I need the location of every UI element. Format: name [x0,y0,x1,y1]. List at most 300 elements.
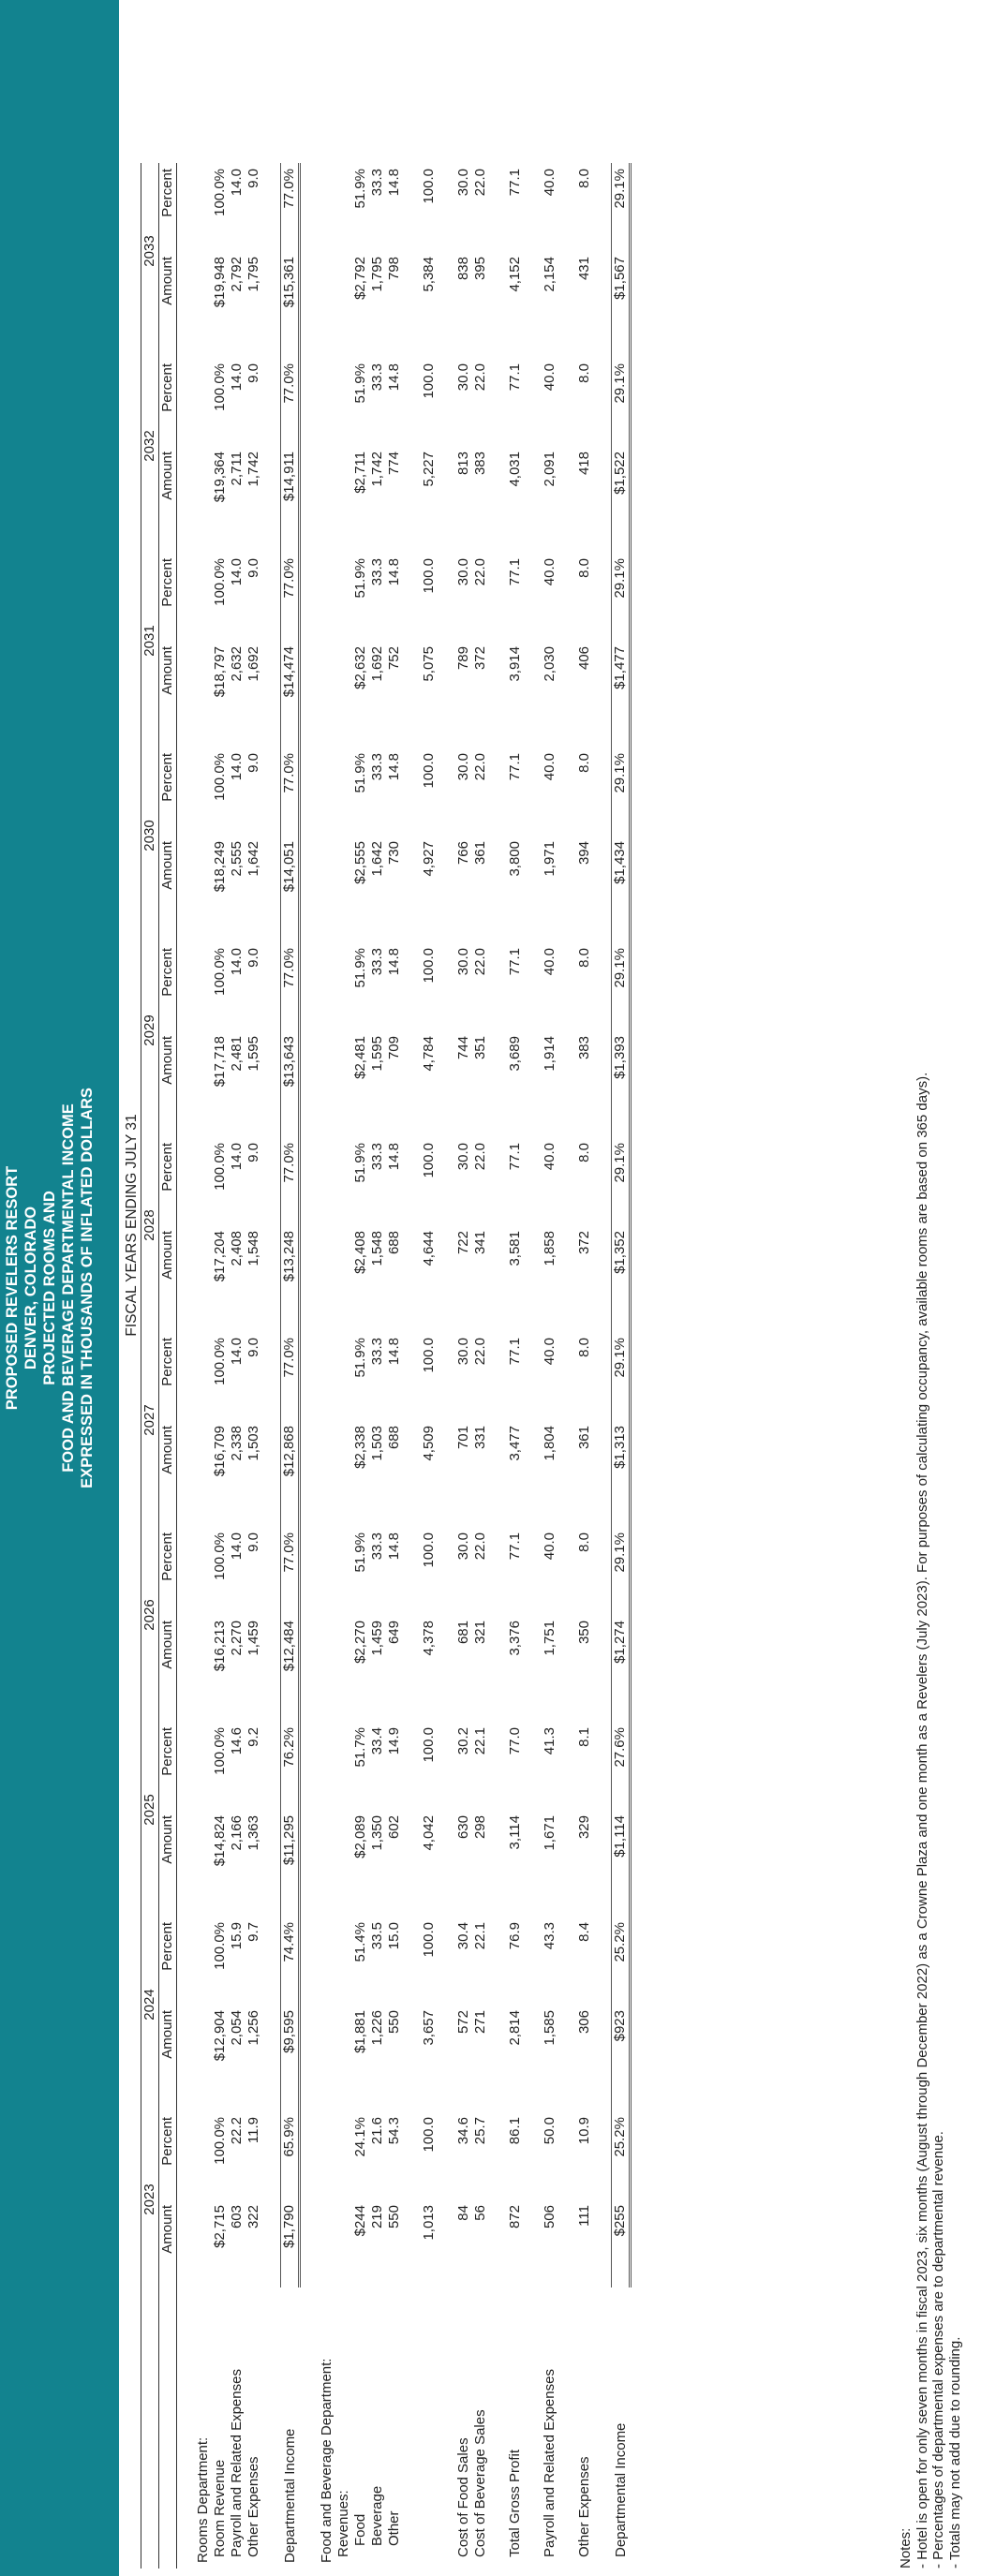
row-label: Total Gross Profit [507,2449,523,2557]
cell-gap [421,1508,438,1527]
cell-gap [421,339,438,358]
percent-cell: 14.0 [229,948,245,976]
row-label: Cost of Beverage Sales [472,2409,488,2557]
percent-cell: 30.2 [455,1727,471,1755]
amount-cell: 372 [472,646,488,671]
header-gap [159,2093,177,2111]
amount-cell: 322 [245,2205,261,2229]
cell-gap [507,1703,524,1722]
note-item: - Hotel is open for only seven months in fiscal 2023, six months (August through December 2022) as a Crowne Plaza and one month as a Revelers (July 2023). For purposes of calculating occupancy, available rooms are based on 365 days). [914,1072,930,2569]
percent-cell: 100.0 [421,363,437,399]
amount-cell: $15,361 [281,251,300,339]
percent-cell: 100.0% [212,2117,228,2165]
amount-cell: 406 [576,646,592,671]
cell-gap [229,339,245,358]
percent-cell: 100.0% [212,1922,228,1970]
amount-cell: $16,213 [212,1621,228,1672]
amount-cell: 3,114 [507,1815,523,1850]
spacer-cell [438,163,455,2569]
percent-cell: 77.1 [507,1143,523,1171]
percent-cell: 40.0 [542,558,557,586]
cell-gap [352,1703,369,1722]
row-gap [612,2287,631,2316]
header-gap [141,729,159,748]
amount-cell: 1,795 [369,257,385,292]
percent-cell: 25.7 [472,2117,488,2145]
amount-cell: 2,154 [542,257,557,292]
amount-cell: 1,642 [369,841,385,877]
percent-cell: 8.0 [576,558,592,578]
cell-gap [386,1118,403,1137]
cell-gap [507,1508,524,1527]
cell-gap [421,2093,438,2111]
cell-gap [245,534,262,553]
cell-gap [245,339,262,358]
section-label: Rooms Department: [195,2436,211,2563]
amount-cell: $923 [612,2005,631,2093]
amount-cell: 730 [386,841,402,866]
percent-cell: 77.0% [281,553,300,641]
cell-gap [281,1508,300,1527]
amount-cell: 789 [455,646,471,671]
row-gap [576,2287,593,2316]
percent-cell: 30.0 [455,169,471,197]
cell-gap [386,1313,403,1332]
percent-cell: 29.1% [612,1527,631,1615]
cell-gap [612,339,631,358]
percent-cell: 33.3 [369,1143,385,1171]
percent-cell: 8.1 [576,1727,592,1747]
cell-gap [386,1898,403,1917]
percent-cell: 77.0 [507,1727,523,1755]
amount-cell: 550 [386,2010,402,2035]
cell-gap [281,729,300,748]
table-row [612,163,631,2569]
amount-cell: 709 [386,1036,402,1060]
table-row [421,163,438,2569]
amount-cell: 838 [455,257,471,281]
row-gap [386,2287,403,2316]
cell-gap [281,339,300,358]
percent-cell: 14.0 [229,363,245,392]
cell-gap [369,1898,386,1917]
amount-cell: 701 [455,1426,471,1450]
percent-cell: 29.1% [612,942,631,1030]
percent-cell: 22.0 [472,363,488,392]
amount-cell: $12,868 [281,1420,300,1508]
amount-cell: 1,459 [369,1621,385,1656]
header-gap [141,1703,159,1722]
cell-gap [212,1898,229,1917]
amount-cell: 394 [576,841,592,866]
amount-cell: 383 [576,1036,592,1060]
header-gap [141,1508,159,1527]
amount-cell: 2,814 [507,2010,523,2046]
amount-cell: 1,914 [542,1036,557,1072]
cell-gap [542,339,558,358]
percent-column-header: Percent [159,1917,177,2005]
percent-cell: 51.9% [352,1338,368,1378]
amount-cell: 4,644 [421,1231,437,1266]
cell-gap [542,1313,558,1332]
percent-cell: 8.0 [576,1338,592,1357]
cell-gap [245,1313,262,1332]
table-row [386,163,403,2569]
cell-gap [281,1703,300,1722]
cell-gap [576,534,593,553]
amount-cell: 271 [472,2010,488,2035]
percent-cell: 30.0 [455,558,471,586]
amount-cell: 688 [386,1426,402,1450]
percent-cell: 29.1% [612,553,631,641]
percent-cell: 9.7 [245,1922,261,1942]
amount-cell: $1,567 [612,251,631,339]
header-gap [141,1898,159,1917]
header-gap [159,1703,177,1722]
cell-gap [455,1508,472,1527]
amount-cell: 395 [472,257,488,281]
percent-cell: 29.1% [612,748,631,836]
cell-gap [455,339,472,358]
row-label: Beverage [369,2485,385,2546]
amount-cell: 602 [386,1815,402,1840]
header-gap [159,1898,177,1917]
amount-cell: 1,503 [369,1426,385,1461]
table-row [229,163,245,2569]
amount-cell: 431 [576,257,592,281]
cell-gap [472,1313,489,1332]
cell-gap [386,1508,403,1527]
cell-gap [542,1898,558,1917]
cell-gap [212,1703,229,1722]
cell-gap [542,1703,558,1722]
percent-cell: 30.0 [455,1338,471,1366]
row-gap [245,2287,262,2316]
amount-cell: 1,548 [245,1231,261,1266]
cell-gap [472,2093,489,2111]
cell-gap [421,924,438,942]
cell-gap [576,1703,593,1722]
cell-gap [455,534,472,553]
percent-cell: 77.1 [507,169,523,197]
amount-column-header: Amount [159,251,177,339]
amount-column-header: Amount [159,1030,177,1118]
row-label: Payroll and Related Expenses [542,2369,557,2557]
percent-cell: 51.4% [352,1922,368,1962]
spacer-row [558,163,576,2569]
fiscal-years-header: FISCAL YEARS ENDING JULY 31 [124,163,141,2287]
percent-cell: 77.1 [507,753,523,781]
percent-cell: 9.0 [245,558,261,578]
amount-cell: 2,166 [229,1815,245,1851]
percent-cell: 100.0% [212,363,228,411]
year-header: 2024 [141,1917,159,2093]
percent-cell: 100.0 [421,753,437,789]
cell-gap [229,1703,245,1722]
cell-gap [507,1313,524,1332]
cell-gap [229,534,245,553]
cell-gap [507,339,524,358]
header-blank [124,2316,141,2569]
amount-cell: 688 [386,1231,402,1255]
amount-cell: 722 [455,1231,471,1255]
amount-cell: 361 [576,1426,592,1450]
cell-gap [212,924,229,942]
amount-cell: $2,089 [352,1815,368,1858]
percent-cell: 100.0% [212,1532,228,1580]
percent-cell: 14.8 [386,1143,402,1171]
percent-cell: 14.0 [229,1338,245,1366]
amount-cell: $2,270 [352,1621,368,1664]
cell-gap [576,1313,593,1332]
percent-cell: 15.9 [229,1922,245,1950]
amount-column-header: Amount [159,446,177,534]
spacer-cell [403,163,421,2569]
amount-cell: $14,911 [281,446,300,534]
percent-cell: 22.2 [229,2117,245,2145]
year-header: 2030 [141,748,159,924]
amount-cell: $13,248 [281,1225,300,1313]
amount-cell: 1,692 [369,646,385,682]
header-gap [159,339,177,358]
year-header: 2029 [141,942,159,1118]
cell-gap [281,1118,300,1137]
amount-cell: 3,657 [421,2010,437,2046]
amount-cell: 2,481 [229,1036,245,1072]
cell-gap [421,1898,438,1917]
percent-cell: 14.0 [229,753,245,781]
percent-cell: 77.0% [281,748,300,836]
cell-gap [352,729,369,748]
percent-column-header: Percent [159,942,177,1030]
amount-cell: $2,338 [352,1426,368,1469]
percent-cell: 100.0 [421,1922,437,1958]
percent-cell: 40.0 [542,948,557,976]
percent-cell: 29.1% [612,1332,631,1420]
row-label: Other Expenses [576,2456,592,2557]
header-blank [141,2316,159,2569]
cell-gap [229,2093,245,2111]
percent-cell: 8.0 [576,948,592,968]
year-header: 2026 [141,1527,159,1703]
amount-cell: 1,350 [369,1815,385,1851]
row-gap [455,2287,472,2316]
cell-gap [369,2093,386,2111]
cell-gap [576,1118,593,1137]
row-gap [472,2287,489,2316]
percent-cell: 22.0 [472,1532,488,1561]
cell-gap [386,924,403,942]
amount-cell: 1,742 [245,452,261,487]
percent-cell: 33.3 [369,1532,385,1561]
amount-cell: $1,434 [612,836,631,924]
amount-cell: 2,711 [229,452,245,486]
percent-cell: 14.6 [229,1727,245,1755]
percent-cell: 77.0% [281,163,300,251]
amount-cell: 1,642 [245,841,261,877]
percent-cell: 14.8 [386,948,402,976]
header-gap [141,1118,159,1137]
percent-cell: 9.2 [245,1727,261,1747]
percent-cell: 33.3 [369,1338,385,1366]
cell-gap [455,2093,472,2111]
percent-cell: 8.0 [576,753,592,773]
header-gap [159,1313,177,1332]
table-row [507,163,524,2569]
cell-gap [369,1703,386,1722]
amount-cell: 1,671 [542,1815,557,1851]
cell-gap [386,534,403,553]
cell-gap [229,924,245,942]
amount-cell: 774 [386,452,402,476]
percent-cell: 33.3 [369,363,385,392]
cell-gap [229,729,245,748]
percent-cell: 25.2% [612,2111,631,2199]
percent-cell: 22.0 [472,1338,488,1366]
percent-cell: 76.2% [281,1722,300,1810]
cell-gap [472,339,489,358]
cell-gap [612,2093,631,2111]
amount-cell: $1,313 [612,1420,631,1508]
cell-gap [245,1508,262,1527]
amount-cell: 361 [472,841,488,866]
amount-cell: $244 [352,2205,368,2237]
percent-cell: 50.0 [542,2117,557,2145]
cell-gap [352,534,369,553]
cell-gap [421,729,438,748]
cell-gap [576,339,593,358]
percent-cell: 33.3 [369,169,385,197]
amount-cell: $2,555 [352,841,368,884]
amount-column-header: Amount [159,2005,177,2093]
amount-cell: $19,364 [212,452,228,503]
spacer-cell [262,163,281,2569]
cell-gap [612,534,631,553]
spacer-cell [524,163,542,2569]
percent-cell: 9.0 [245,753,261,773]
cell-gap [245,924,262,942]
cell-gap [245,729,262,748]
amount-cell: $1,790 [281,2199,300,2287]
year-header: 2033 [141,163,159,339]
amount-cell: $12,904 [212,2010,228,2062]
title-line-4: FOOD AND BEVERAGE DEPARTMENTAL INCOME [60,1103,77,1473]
cell-gap [281,1313,300,1332]
cell-gap [507,534,524,553]
cell-gap [472,1898,489,1917]
cell-gap [352,1313,369,1332]
cell-gap [472,1508,489,1527]
amount-cell: 872 [507,2205,523,2229]
percent-cell: 33.4 [369,1727,385,1755]
cell-gap [576,924,593,942]
amount-cell: 506 [542,2205,557,2229]
cell-gap [612,1118,631,1137]
cell-gap [612,1898,631,1917]
section-label-row [335,163,352,2569]
amount-cell: $16,709 [212,1426,228,1477]
percent-cell: 8.0 [576,1532,592,1552]
percent-cell: 51.9% [352,1143,368,1183]
cell-gap [212,1508,229,1527]
header-gap [141,339,159,358]
header-blank [159,2287,177,2316]
amount-cell: 4,152 [507,257,523,292]
cell-gap [281,534,300,553]
cell-gap [612,729,631,748]
amount-cell: $2,481 [352,1036,368,1079]
percent-cell: 100.0 [421,1727,437,1763]
amount-cell: 3,581 [507,1231,523,1266]
amount-cell: 798 [386,257,402,281]
percent-cell: 33.5 [369,1922,385,1950]
cell-gap [245,1703,262,1722]
amount-cell: 341 [472,1231,488,1255]
row-label: Other Expenses [245,2456,261,2557]
percent-cell: 43.3 [542,1922,557,1950]
percent-cell: 14.8 [386,169,402,197]
percent-cell: 10.9 [576,2117,592,2145]
amount-cell: 372 [576,1231,592,1255]
percent-cell: 21.6 [369,2117,385,2145]
notes-section [898,1073,963,2569]
cell-gap [612,1313,631,1332]
amount-cell: $14,474 [281,641,300,729]
percent-cell: 34.6 [455,2117,471,2145]
amount-cell: 5,227 [421,452,437,487]
amount-cell: 2,030 [542,646,557,682]
header-gap [159,924,177,942]
cell-gap [542,1508,558,1527]
spacer-row [300,163,320,2569]
percent-cell: 30.0 [455,1532,471,1561]
amount-cell: $12,484 [281,1615,300,1703]
cell-gap [281,924,300,942]
cell-gap [369,924,386,942]
amount-cell: $1,477 [612,641,631,729]
row-label: Food [352,2513,368,2546]
row-gap [229,2287,245,2316]
amount-cell: 2,632 [229,646,245,682]
header-gap [141,2093,159,2111]
percent-cell: 14.0 [229,1143,245,1171]
percent-cell: 51.9% [352,948,368,988]
title-line-2: DENVER, COLORADO [22,1206,39,1370]
amount-cell: 1,742 [369,452,385,487]
amount-cell: 4,509 [421,1426,437,1461]
amount-cell: 766 [455,841,471,866]
percent-cell: 9.0 [245,169,261,188]
amount-cell: 329 [576,1815,592,1840]
percent-cell: 100.0% [212,753,228,801]
amount-cell: $1,522 [612,446,631,534]
amount-cell: 1,503 [245,1426,261,1461]
row-gap [421,2287,438,2316]
percent-cell: 77.1 [507,558,523,586]
percent-cell: 33.3 [369,558,385,586]
year-header: 2023 [141,2111,159,2287]
percent-cell: 41.3 [542,1727,557,1755]
percent-cell: 100.0 [421,1338,437,1373]
amount-cell: $19,948 [212,257,228,308]
title-line-3: PROJECTED ROOMS AND [41,1191,58,1385]
percent-cell: 100.0% [212,1338,228,1385]
cell-gap [352,1898,369,1917]
percent-cell: 40.0 [542,1338,557,1366]
amount-cell: 3,689 [507,1036,523,1072]
cell-gap [386,729,403,748]
amount-column-header: Amount [159,1225,177,1313]
